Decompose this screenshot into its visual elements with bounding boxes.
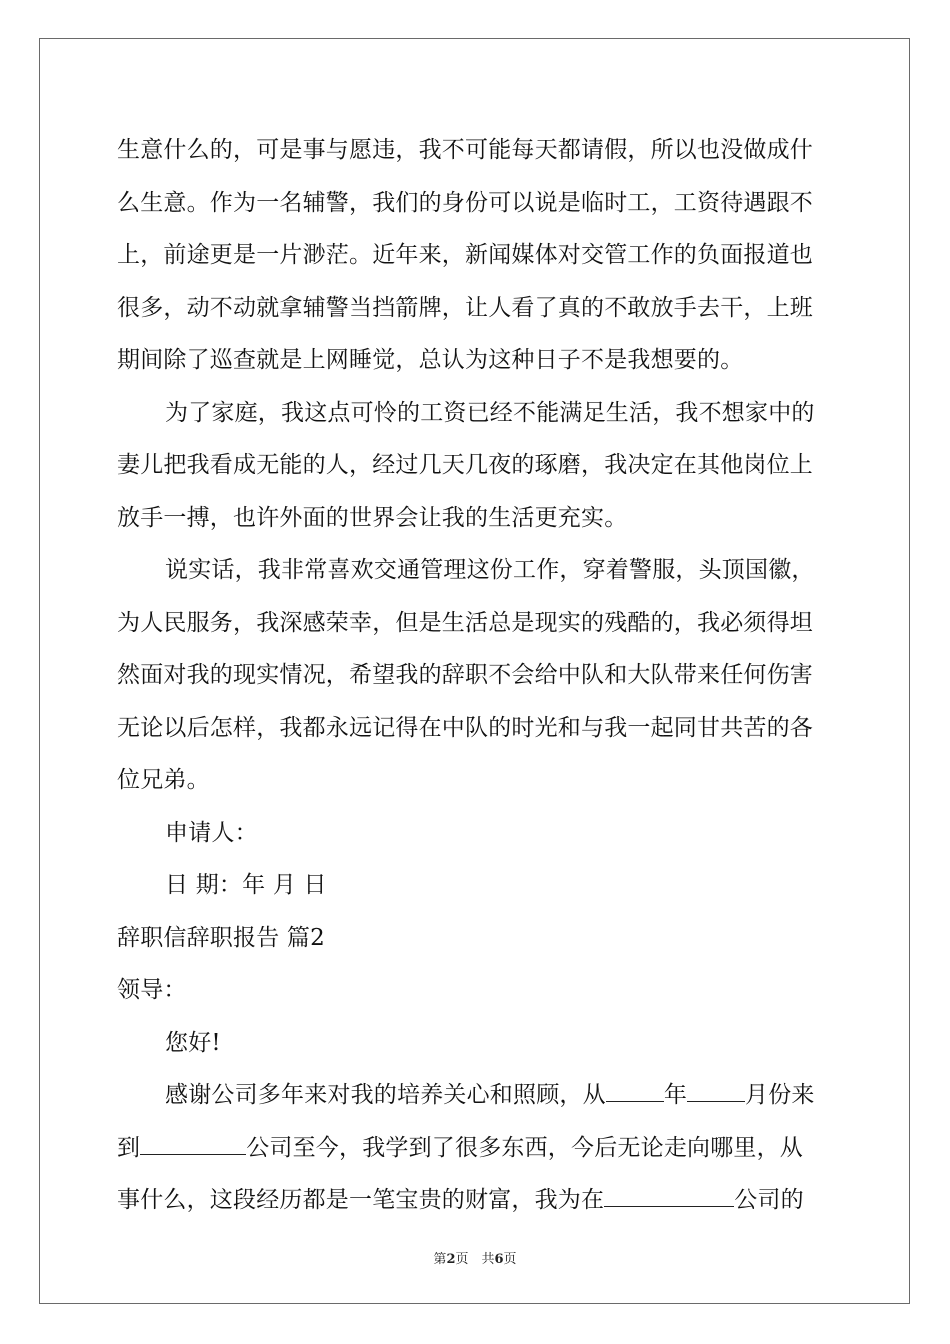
page-total: 6	[494, 1252, 504, 1267]
page-current: 2	[446, 1252, 456, 1267]
body-line: 么生意。作为一名辅警，我们的身份可以说是临时工，工资待遇跟不	[117, 189, 813, 216]
salutation: 领导：	[117, 977, 187, 1003]
fill-blank	[604, 1188, 734, 1207]
body-line: 然面对我的现实情况，希望我的辞职不会给中队和大队带来任何伤害	[117, 662, 813, 688]
body-line: 感谢公司多年来对我的培养关心和照顾，从 年 月份来	[165, 1082, 815, 1108]
fill-blank	[606, 1083, 664, 1102]
body-line: 位兄弟。	[117, 767, 210, 793]
body-line: 期间除了巡查就是上网睡觉，总认为这种日子不是我想要的。	[117, 347, 744, 373]
applicant-label: 申请人：	[165, 819, 258, 846]
body-line: 无论以后怎样，我都永远记得在中队的时光和与我一起同甘共苦的各	[117, 714, 813, 741]
body-line: 妻儿把我看成无能的人，经过几天几夜的琢磨，我决定在其他岗位上	[117, 452, 813, 478]
body-line: 很多，动不动就拿辅警当挡箭牌，让人看了真的不敢放手去干，上班	[117, 294, 813, 321]
body-line: 上，前途更是一片渺茫。近年来，新闻媒体对交管工作的负面报道也	[117, 242, 813, 268]
fill-blank	[140, 1136, 246, 1155]
body-line: 放手一搏，也许外面的世界会让我的生活更充实。	[117, 504, 628, 531]
section-heading: 辞职信辞职报告 篇2	[117, 924, 325, 951]
document-body	[117, 124, 837, 1227]
page-footer: 第2页 共6页	[433, 1252, 517, 1267]
date-label: 日 期：年 月 日	[165, 872, 327, 898]
body-line: 事什么，这段经历都是一笔宝贵的财富，我为在 公司的	[117, 1187, 804, 1213]
body-line: 到 公司至今，我学到了很多东西，今后无论走向哪里，从	[117, 1134, 804, 1161]
body-line: 生意什么的，可是事与愿违，我不可能每天都请假，所以也没做成什	[117, 137, 813, 163]
fill-blank	[687, 1083, 745, 1102]
body-line: 说实话，我非常喜欢交通管理这份工作，穿着警服，头顶国徽，	[165, 557, 815, 583]
body-line: 为了家庭，我这点可怜的工资已经不能满足生活，我不想家中的	[165, 399, 815, 426]
greeting: 您好!	[165, 1029, 221, 1056]
body-line: 为人民服务，我深感荣幸，但是生活总是现实的残酷的，我必须得坦	[117, 609, 813, 636]
